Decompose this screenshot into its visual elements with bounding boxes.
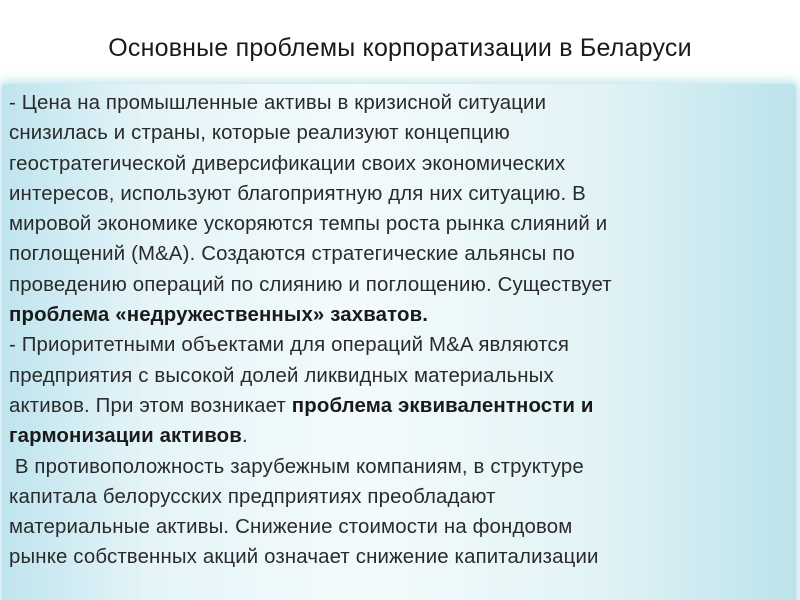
text-line: мировой экономике ускоряются темпы роста рынка слияний и <box>9 213 608 236</box>
text-line: геостратегической диверсификации своих экономических <box>9 152 566 175</box>
text-line <box>9 300 795 330</box>
bold-problem-text: проблема эквивалентности и <box>291 394 594 417</box>
text-line: капитала белорусских предприятиях преобладают <box>9 485 496 508</box>
text-segment: . <box>241 425 248 448</box>
text-line: рынке собственных акций означает снижение капитализации <box>9 546 599 569</box>
text-line: проведению операций по слиянию и поглощению. Существует <box>9 273 612 296</box>
bold-problem-text: гармонизации активов <box>9 425 242 448</box>
text-line: - Приоритетными объектами для операций M&A являются <box>9 334 570 357</box>
text-line <box>9 421 795 451</box>
bold-problem-text: проблема «недружественных» захватов. <box>9 304 429 327</box>
body-text <box>9 88 795 573</box>
text-line: - Цена на промышленные активы в кризисной ситуации <box>9 92 547 114</box>
text-segment: активов. При этом возникает <box>9 394 292 417</box>
text-line: В противоположность зарубежным компаниям, в структуре <box>9 455 584 478</box>
text-line: поглощений (M&A). Создаются стратегические альянсы по <box>9 243 575 266</box>
text-line: снизилась и страны, которые реализуют концепцию <box>9 122 510 145</box>
slide-title: Основные проблемы корпоратизации в Беларуси <box>108 34 692 62</box>
text-line: интересов, используют благоприятную для них ситуацию. В <box>9 182 586 205</box>
text-line <box>9 391 795 421</box>
text-line: предприятия с высокой долей ликвидных материальных <box>9 364 554 387</box>
text-line: материальные активы. Снижение стоимости на фондовом <box>9 516 573 539</box>
